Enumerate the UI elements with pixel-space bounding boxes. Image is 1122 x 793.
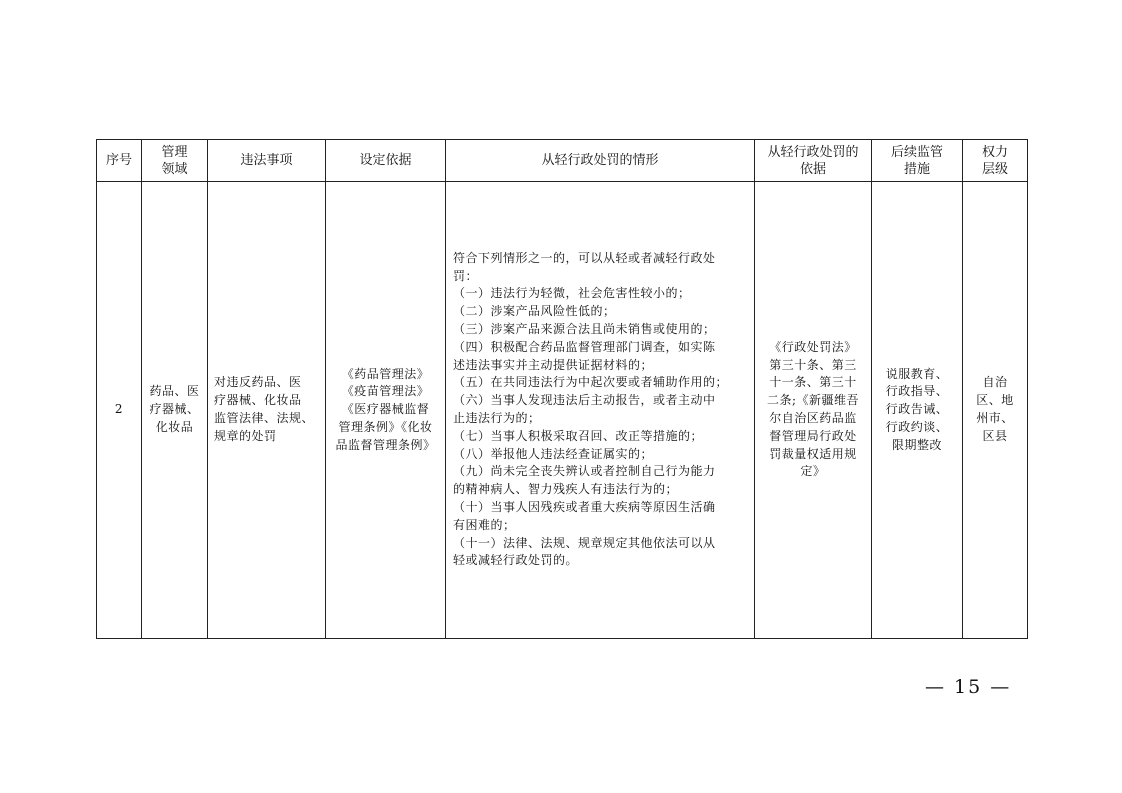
- header-domain: 管理 领域: [142, 140, 208, 182]
- cell-basis: 《药品管理法》 《疫苗管理法》 《医疗器械监督 管理条例》《化妆 品监督管理条例》: [326, 182, 446, 639]
- header-conditions: 从轻行政处罚的情形: [446, 140, 755, 182]
- condition-line: （五）在共同违法行为中起次要或者辅助作用的；: [453, 375, 729, 390]
- condition-line: （十一）法律、法规、规章规定其他依法可以从: [453, 535, 716, 550]
- header-row: [97, 140, 1028, 182]
- condition-line: 止违法行为的；: [453, 411, 541, 425]
- cell-followup: 说服教育、 行政指导、 行政告诫、 行政约谈、 限期整改: [872, 182, 963, 639]
- cell-violation: 对违反药品、医 疗器械、化妆品 监管法律、法规、 规章的处罚: [208, 182, 326, 639]
- condition-line: （四）积极配合药品监督管理部门调查，如实陈: [453, 339, 716, 354]
- condition-line: （三）涉案产品来源合法且尚未销售或使用的；: [453, 322, 716, 337]
- condition-line: （一）违法行为轻微，社会危害性较小的；: [453, 286, 691, 301]
- condition-line: （九）尚未完全丧失辨认或者控制自己行为能力: [453, 464, 716, 479]
- condition-line: 轻或减轻行政处罚的。: [453, 553, 579, 568]
- penalty-table: [96, 139, 1028, 639]
- cell-level: 自治 区、地 州市、 区县: [963, 182, 1028, 639]
- condition-line: 罚：: [453, 268, 479, 283]
- header-level: 权力 层级: [963, 140, 1028, 182]
- header-penalty-basis: 从轻行政处罚的 依据: [755, 140, 872, 182]
- condition-line: （七）当事人积极采取召回、改正等措施的；: [453, 428, 704, 443]
- cell-domain: 药品、医 疗器械、 化妆品: [142, 182, 208, 639]
- condition-line: 的精神病人、智力残疾人有违法行为的；: [453, 482, 679, 497]
- header-index: 序号: [97, 140, 142, 182]
- header-violation: 违法事项: [208, 140, 326, 182]
- page-number: — 15 —: [925, 676, 1012, 698]
- header-followup: 后续监管 措施: [872, 140, 963, 182]
- header-basis: 设定依据: [326, 140, 446, 182]
- cell-index: 2: [97, 182, 142, 639]
- condition-line: （二）涉案产品风险性低的；: [453, 304, 616, 319]
- condition-line: 述违法事实并主动提供证据材料的；: [453, 357, 654, 372]
- condition-line: 符合下列情形之一的，可以从轻或者减轻行政处: [453, 250, 716, 265]
- condition-line: （十）当事人因残疾或者重大疾病等原因生活确: [453, 499, 716, 514]
- condition-line: 有困难的；: [453, 517, 516, 532]
- condition-line: （六）当事人发现违法后主动报告，或者主动中: [453, 393, 716, 408]
- cell-conditions: [446, 182, 755, 639]
- condition-line: （八）举报他人违法经查证属实的；: [453, 446, 654, 461]
- table-row: [97, 182, 1028, 639]
- cell-penalty-basis: 《行政处罚法》 第三十条、第三 十一条、第三十 二条;《新疆维吾 尔自治区药品监 督管理局行政处 罚裁量权适用规 定》: [755, 182, 872, 639]
